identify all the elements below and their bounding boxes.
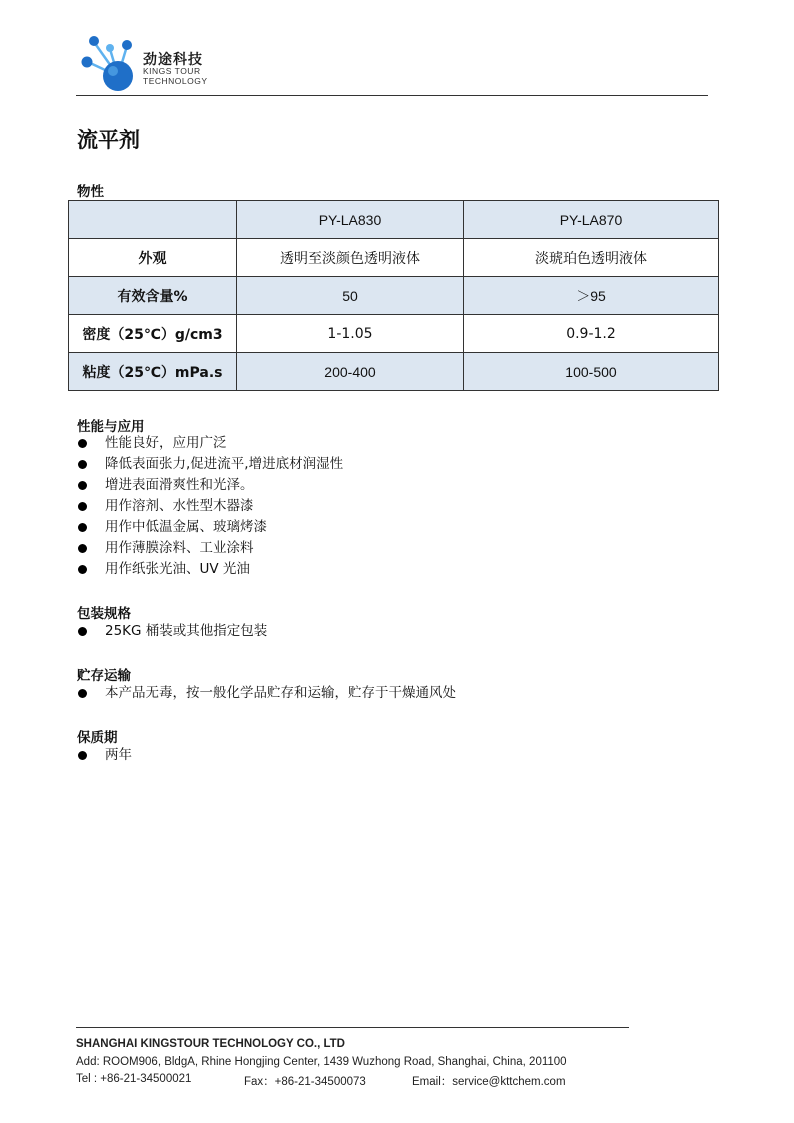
list-item: 用作溶剂、水性型木器漆 [77,496,343,517]
list-item: 两年 [77,745,132,766]
table-cell: 0.9-1.2 [464,315,719,353]
page-title: 流平剂 [77,128,140,152]
performance-list [77,433,343,580]
list-item: 25KG 桶装或其他指定包装 [77,621,267,642]
page-header [0,0,794,100]
list-item: 性能良好，应用广泛 [77,433,343,454]
packaging-heading: 包装规格 [77,606,131,622]
row-header: 有效含量% [69,277,237,315]
list-item: 增进表面滑爽性和光泽。 [77,475,343,496]
table-row [69,353,719,391]
row-header: 外观 [69,239,237,277]
column-header: PY-LA870 [464,201,719,239]
bullet-icon [78,439,87,448]
footer-address: Add: ROOM906, BldgA, Rhine Hongjing Center, 1439 Wuzhong Road, Shanghai, China, 201100 [76,1056,567,1068]
footer-company: SHANGHAI KINGSTOUR TECHNOLOGY CO., LTD [76,1038,345,1050]
row-header: 粘度（25℃）mPa.s [69,353,237,391]
shelf-life-heading: 保质期 [77,730,118,746]
table-cell: 50 [237,277,464,315]
table-cell: 淡琥珀色透明液体 [464,239,719,277]
table-cell: 透明至淡颜色透明液体 [237,239,464,277]
bullet-icon [78,481,87,490]
properties-heading: 物性 [77,184,104,200]
bullet-icon [78,460,87,469]
logo-chinese-name: 劲途科技 [143,52,203,68]
list-item: 用作纸张光油、UV 光油 [77,559,343,580]
table-cell: ＞95 [464,277,719,315]
list-item: 用作薄膜涂料、工业涂料 [77,538,343,559]
packaging-list [77,621,267,642]
logo-english-line1: KINGS TOUR [143,66,201,76]
footer-tel: Tel : +86-21-34500021 [76,1073,192,1085]
footer-email: Email：service@kttchem.com [412,1076,566,1088]
company-logo-icon [80,32,140,94]
list-item: 本产品无毒，按一般化学品贮存和运输，贮存于干燥通风处 [77,683,456,704]
table-row [69,277,719,315]
list-item: 用作中低温金属、玻璃烤漆 [77,517,343,538]
table-corner-cell [69,201,237,239]
shelf-life-list [77,745,132,766]
column-header: PY-LA830 [237,201,464,239]
storage-list [77,683,456,704]
performance-heading: 性能与应用 [77,419,145,435]
list-item: 降低表面张力,促进流平,增进底材润湿性 [77,454,343,475]
bullet-icon [78,627,87,636]
header-divider [76,95,708,96]
footer-fax: Fax：+86-21-34500073 [244,1076,366,1088]
bullet-icon [78,565,87,574]
table-row [69,315,719,353]
properties-table [68,200,719,391]
bullet-icon [78,751,87,760]
table-cell: 1-1.05 [237,315,464,353]
logo-english-line2: TECHNOLOGY [143,76,208,86]
bullet-icon [78,502,87,511]
table-header-row [69,201,719,239]
bullet-icon [78,689,87,698]
table-row [69,239,719,277]
row-header: 密度（25℃）g/cm3 [69,315,237,353]
storage-heading: 贮存运输 [77,668,131,684]
footer-divider [76,1027,629,1028]
bullet-icon [78,523,87,532]
table-cell: 200-400 [237,353,464,391]
bullet-icon [78,544,87,553]
table-cell: 100-500 [464,353,719,391]
